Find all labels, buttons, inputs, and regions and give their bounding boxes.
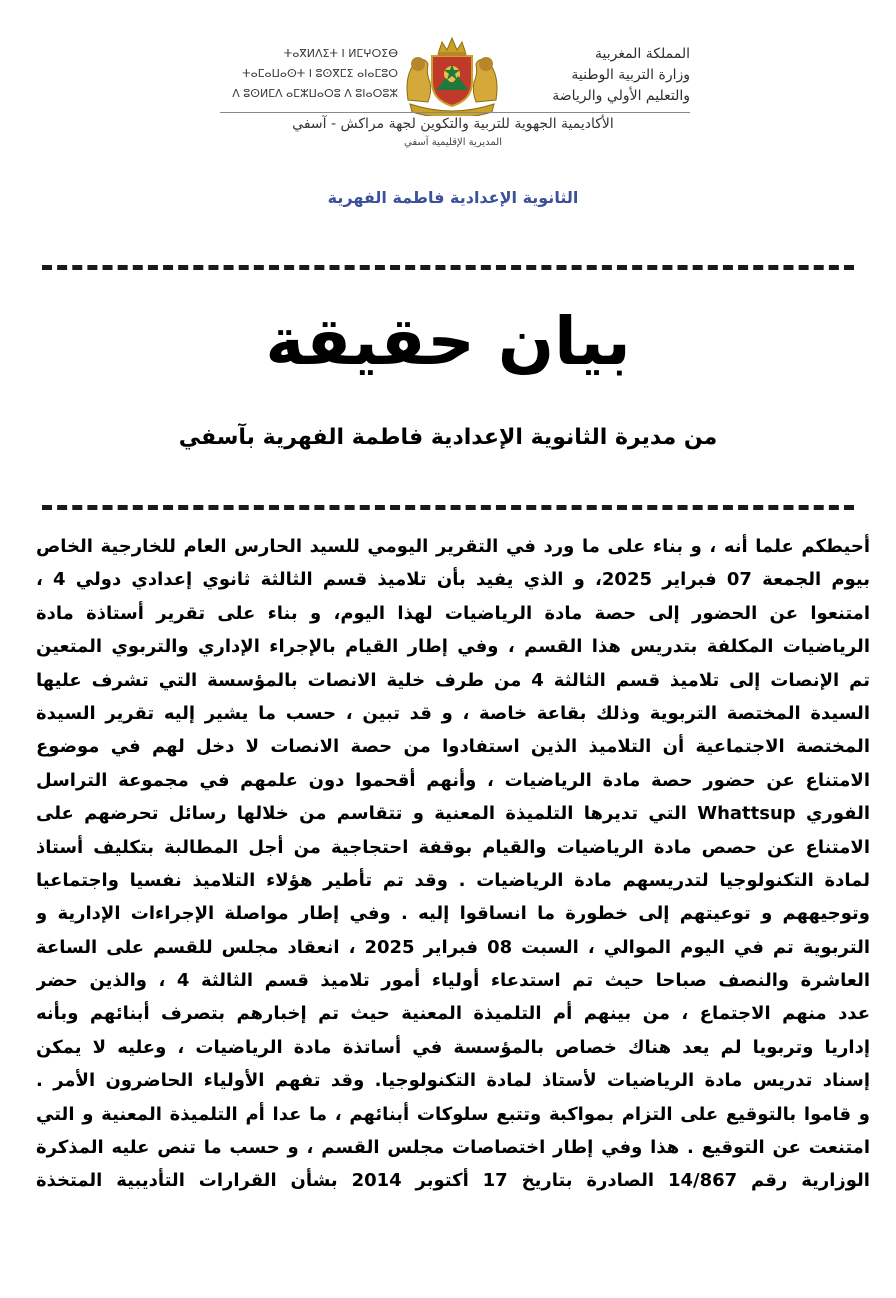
ministry-line-1: المملكة المغربية bbox=[594, 46, 690, 62]
body-line: إسناد تدريس مادة الرياضيات لأستاذ لمادة التكنولوجيا. وقد تفهم الأولياء الحاضرون الأمر . bbox=[36, 1070, 870, 1092]
tifinagh-line-1: ⵜⴰⴳⵍⴷⵉⵜ ⵏ ⵍⵎⵖⵔⵉⴱ bbox=[283, 47, 398, 60]
document-title: بيان حقيقة bbox=[265, 303, 631, 380]
body-line: امتنعوا عن الحضور إلى حصة مادة الرياضيات لهذا اليوم، و بناء على تقرير أستاذة مادة bbox=[36, 602, 870, 624]
body-line: بيوم الجمعة 07 فبراير 2025، و الذي يفيد بأن تلاميذ قسم الثالثة ثانوي إعدادي دولي 4 ، bbox=[36, 569, 870, 591]
directorate-name: المديرية الإقليمية آسفي bbox=[404, 137, 502, 148]
statement-body bbox=[36, 530, 870, 1198]
academy-name: الأكاديمية الجهوية للتربية والتكوين لجهة مراكش - آسفي bbox=[292, 116, 614, 132]
ministry-line-3: والتعليم الأولي والرياضة bbox=[552, 88, 690, 104]
body-line: لمادة التكنولوجيا لتدريسهم مادة الرياضيات . وقد تم تأطير هؤلاء التلاميذ نفسيا واجتماعيا bbox=[36, 869, 870, 891]
body-line: الفوري Whattsup التي تديرها التلميذة المعنية و تتقاسم من خلالها رسائل تحرضهم على bbox=[36, 803, 870, 825]
body-line: تم الإنصات إلى تلاميذ قسم الثالثة 4 من طرف خلية الانصات بالمؤسسة التي تشرف عليها bbox=[36, 669, 870, 691]
body-line: الامتناع عن حصص مادة الرياضيات والقيام بوقفة احتجاجية من أجل المطالبة بتكليف أستاذ bbox=[36, 836, 870, 858]
school-name: الثانوية الإعدادية فاطمة الفهرية bbox=[327, 188, 579, 207]
ministry-line-2: وزارة التربية الوطنية bbox=[571, 67, 690, 83]
body-line: و قاموا بالتوقيع على التزام بمواكبة وتتبع سلوكات أبنائهم ، ما عدا أم التلميذة المعنية و التي bbox=[36, 1103, 870, 1125]
ministry-header bbox=[512, 44, 690, 107]
body-line: وتوجيههم و توعيتهم إلى خطورة ما انساقوا إليه . وفي إطار مواصلة الإجراءات الإدارية و bbox=[36, 903, 870, 925]
dashed-separator-bottom bbox=[42, 505, 854, 510]
royal-emblem-icon bbox=[402, 34, 502, 116]
tifinagh-line-3: ⴷ ⵓⵙⵍⵎⴷ ⴰⵎⵣⵡⴰⵔⵓ ⴷ ⵓⵏⴰⵔⵓⵣ bbox=[232, 87, 398, 100]
body-line: العاشرة والنصف صباحا حيث تم استدعاء أولياء أمور تلاميذ قسم الثالثة 4 ، والذين حضر bbox=[36, 970, 870, 992]
header-divider bbox=[220, 112, 690, 113]
body-line: التربوية تم في اليوم الموالي ، السبت 08 فبراير 2025 ، انعقاد مجلس للقسم على الساعة bbox=[36, 936, 870, 958]
document-subtitle: من مديرة الثانوية الإعدادية فاطمة الفهرية بآسفي bbox=[178, 425, 718, 450]
body-line: امتنعت عن التوقيع . هذا وفي إطار اختصاصات مجلس القسم ، و حسب ما تنص عليه المذكرة bbox=[36, 1137, 870, 1159]
body-line: السيدة المختصة التربوية وذلك بقاعة خاصة ، و قد تبين ، حسب ما يشير إليه تقرير السيدة bbox=[36, 702, 870, 724]
tifinagh-header bbox=[218, 44, 398, 104]
body-line: أحيطكم علما أنه ، و بناء على ما ورد في التقرير اليومي للسيد الحارس العام للخارجية الخاص bbox=[36, 536, 870, 557]
body-line: عدد منهم الاجتماع ، من بينهم أم التلميذة المعنية حيث تم إخبارهم بتصرف أبنائهم وبأنه bbox=[36, 1003, 870, 1025]
body-line: إداريا وتربويا لم يعد هناك خصاص بالمؤسسة في أساتذة مادة الرياضيات ، وعليه لا يمكن bbox=[36, 1036, 870, 1058]
body-line: الامتناع عن حضور حصة مادة الرياضيات ، وأنهم أقحموا دون علمهم في مجموعة التراسل bbox=[36, 769, 870, 791]
tifinagh-line-2: ⵜⴰⵎⴰⵡⴰⵙⵜ ⵏ ⵓⵙⴳⵎⵉ ⴰⵏⴰⵎⵓⵔ bbox=[242, 67, 398, 80]
body-line: الوزارية رقم 14/867 الصادرة بتاريخ 17 أكتوبر 2014 بشأن القرارات التأديبية المتخذة bbox=[36, 1170, 870, 1192]
dashed-separator-top bbox=[42, 265, 854, 270]
body-line: المختصة الاجتماعية أن التلاميذ الذين استفادوا من حصة الانصات لا دخل لهم في موضوع bbox=[36, 736, 870, 758]
body-line: الرياضيات المكلفة بتدريس هذا القسم ، وفي إطار القيام بالإجراء الإداري والتربوي المتعين bbox=[36, 636, 870, 658]
